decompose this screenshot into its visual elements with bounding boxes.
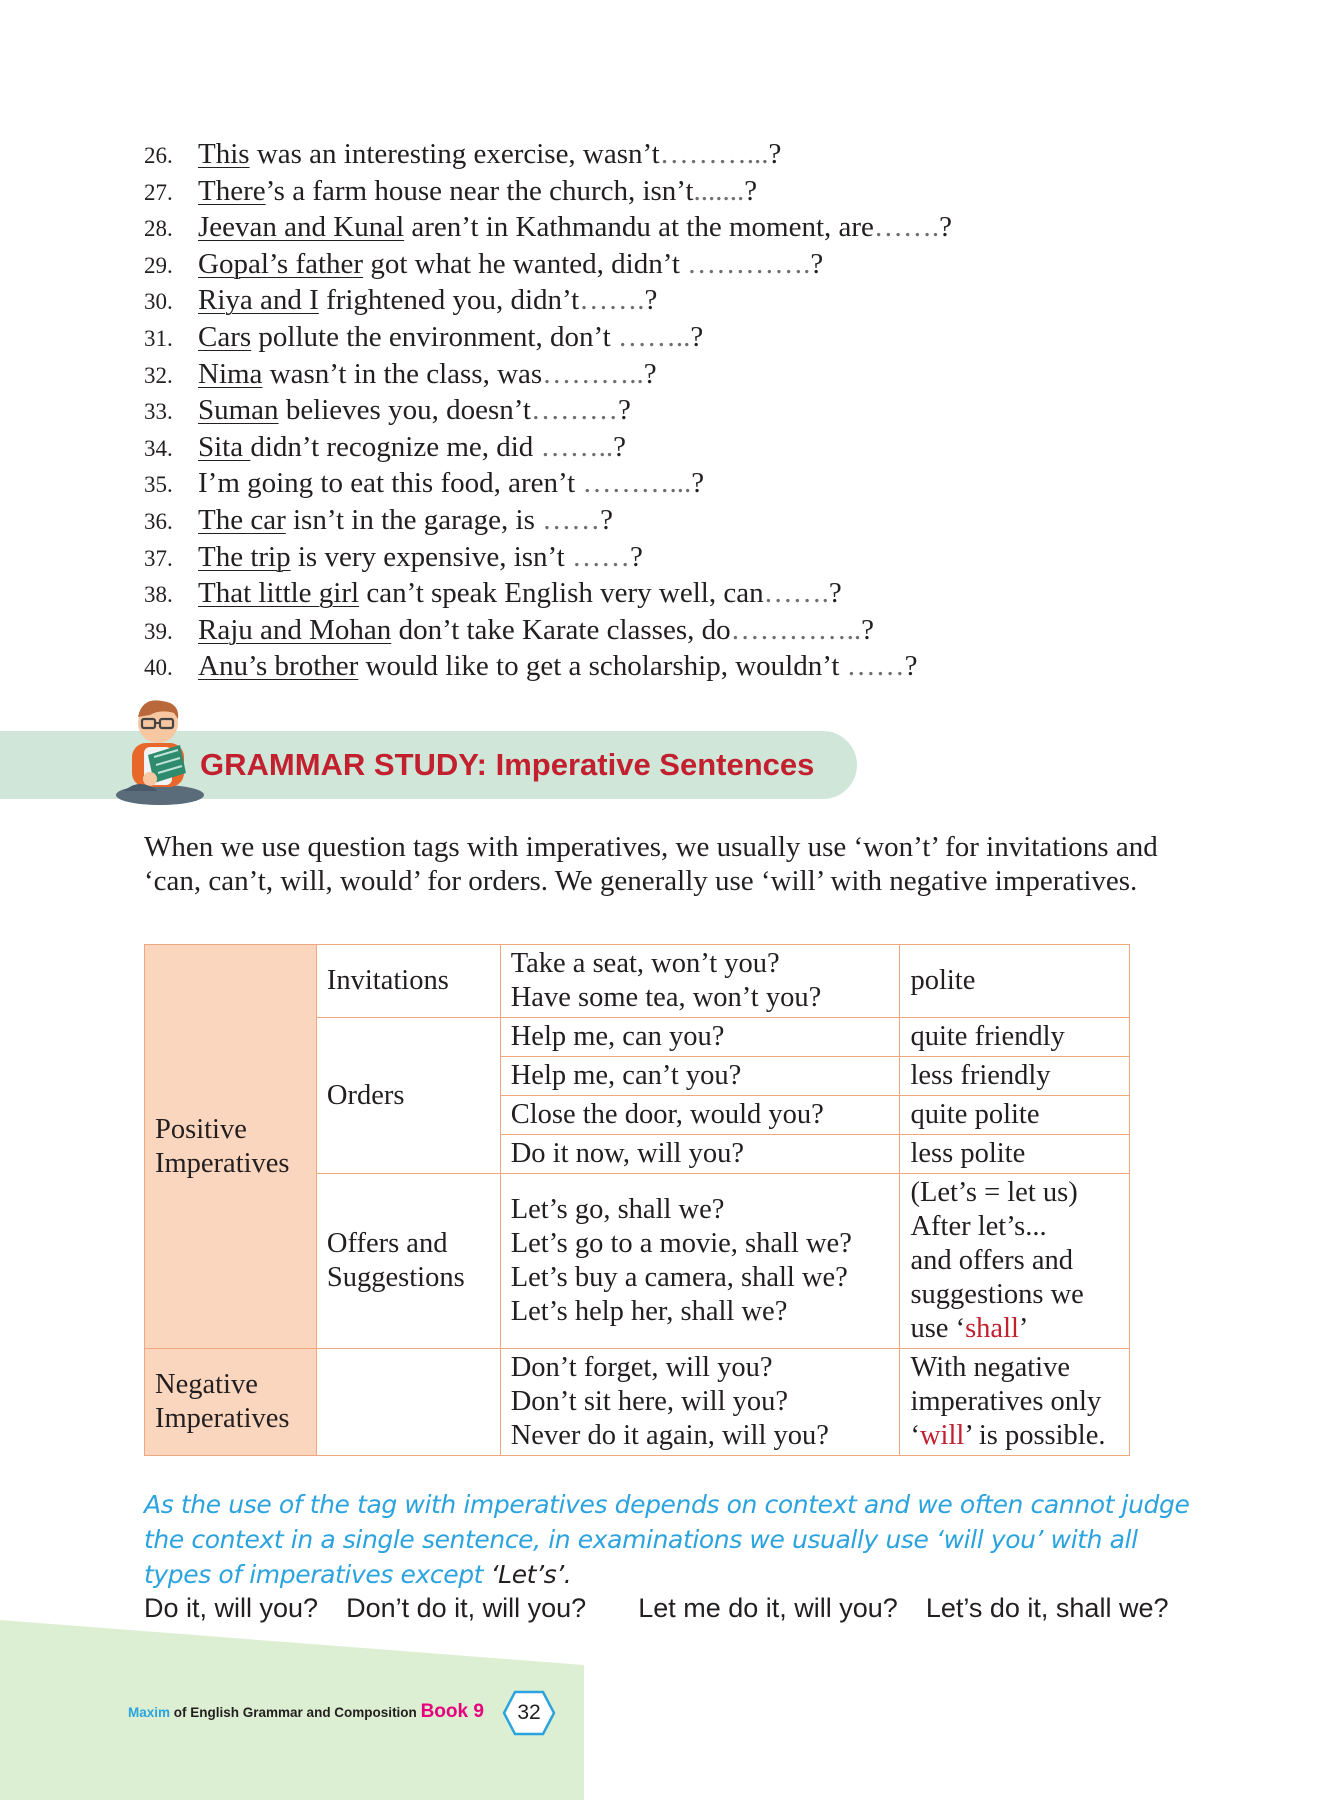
item-number: 38. bbox=[144, 582, 173, 608]
item-text: didn’t recognize me, did bbox=[250, 430, 541, 463]
item-blank: …….. bbox=[617, 320, 691, 353]
exercise-item-26 bbox=[144, 136, 1204, 173]
negative-imperatives-cell bbox=[145, 1349, 317, 1456]
item-end: ? bbox=[828, 577, 842, 610]
note-text: ’ bbox=[1018, 1313, 1029, 1344]
exercise-item-31 bbox=[144, 319, 1204, 356]
item-number: 36. bbox=[144, 508, 173, 534]
item-blank: …… bbox=[571, 540, 630, 573]
exercise-item-32 bbox=[144, 356, 1204, 393]
example-phrase: Do it, will you? bbox=[144, 1593, 319, 1623]
offers-note-cell bbox=[900, 1174, 1130, 1349]
item-number: 29. bbox=[144, 252, 173, 278]
note-line: (Let’s = let us) bbox=[910, 1177, 1078, 1208]
item-number: 32. bbox=[144, 362, 173, 388]
exercise-item-30 bbox=[144, 282, 1204, 319]
negative-type-cell bbox=[316, 1349, 500, 1456]
item-blank: ………….. bbox=[730, 613, 862, 646]
item-number: 33. bbox=[144, 399, 173, 425]
item-number: 30. bbox=[144, 289, 173, 315]
orders-example-cell: Help me, can you? bbox=[500, 1018, 900, 1057]
item-subject: There bbox=[198, 174, 266, 207]
note-line: suggestions we bbox=[910, 1279, 1084, 1310]
footer-title: of English Grammar and Composition bbox=[170, 1705, 421, 1720]
item-blank: ……… bbox=[530, 394, 618, 427]
example-phrase: Let me do it, will you? bbox=[638, 1593, 898, 1623]
exercise-item-35 bbox=[144, 465, 1204, 502]
positive-label-line: Imperatives bbox=[155, 1147, 290, 1179]
item-end: ? bbox=[810, 247, 824, 280]
exercise-item-28 bbox=[144, 209, 1204, 246]
item-blank: …………. bbox=[687, 247, 811, 280]
exam-note-lets: ‘Let’s’. bbox=[490, 1560, 572, 1589]
imperative-tags-table bbox=[144, 944, 1130, 1456]
type-line: Offers and bbox=[326, 1228, 448, 1259]
item-number: 26. bbox=[144, 143, 173, 168]
type-line: Suggestions bbox=[326, 1262, 465, 1293]
orders-note-cell: quite polite bbox=[900, 1096, 1130, 1135]
negative-note-cell bbox=[900, 1349, 1130, 1456]
note-line: and offers and bbox=[910, 1245, 1073, 1276]
exercise-item-38 bbox=[144, 575, 1204, 612]
item-number: 31. bbox=[144, 325, 173, 351]
item-subject: Raju and Mohan bbox=[198, 613, 392, 646]
item-number: 40. bbox=[144, 655, 173, 681]
grammar-intro-paragraph: When we use question tags with imperatives, we usually use ‘won’t’ for invitations and ‘can, can’t, will, would’ for orders. We generally use ‘will’ with negative imperatives. bbox=[144, 831, 1158, 897]
note-line: With negative bbox=[910, 1352, 1070, 1383]
negative-label-line: Imperatives bbox=[155, 1403, 290, 1434]
item-end: ? bbox=[744, 174, 758, 207]
exercise-item-39 bbox=[144, 612, 1204, 649]
footer-brand: Maxim bbox=[128, 1705, 171, 1720]
note-line bbox=[910, 1419, 1119, 1453]
note-line: After let’s... bbox=[910, 1211, 1047, 1242]
item-subject: This bbox=[198, 138, 250, 170]
item-subject: Anu’s brother bbox=[198, 650, 359, 683]
item-text: isn’t in the garage, is bbox=[285, 503, 543, 536]
footer-book-title bbox=[128, 1700, 484, 1725]
item-blank: …….. bbox=[540, 430, 614, 463]
item-blank: ……. bbox=[873, 211, 940, 244]
exercise-item-29 bbox=[144, 246, 1204, 283]
item-subject: Cars bbox=[198, 320, 252, 353]
item-text: going to eat this food, aren’t bbox=[239, 467, 583, 500]
item-blank: …… bbox=[846, 650, 905, 683]
item-text: pollute the environment, don’t bbox=[251, 320, 618, 353]
example-line: Let’s buy a camera, shall we? bbox=[510, 1262, 848, 1293]
item-text: is very expensive, isn’t bbox=[290, 540, 572, 573]
item-number: 37. bbox=[144, 545, 173, 571]
offers-examples-cell bbox=[500, 1174, 900, 1349]
item-blank: ………... bbox=[582, 467, 692, 500]
item-end: ? bbox=[861, 613, 874, 646]
item-text: ’s a farm house near the church, isn’t bbox=[265, 174, 694, 207]
exercise-item-27 bbox=[144, 173, 1204, 210]
item-blank: ....... bbox=[693, 174, 745, 207]
note-text: ‘ bbox=[910, 1420, 920, 1451]
negative-examples-cell bbox=[500, 1349, 900, 1456]
item-text: got what he wanted, didn’t bbox=[363, 247, 688, 280]
reading-boy-mascot-icon bbox=[110, 695, 210, 807]
item-end: ? bbox=[768, 138, 782, 170]
item-end: ? bbox=[643, 357, 657, 390]
item-text: can’t speak English very well, can bbox=[359, 577, 764, 610]
exercise-item-36 bbox=[144, 502, 1204, 539]
example-line: Let’s go to a movie, shall we? bbox=[510, 1228, 852, 1259]
highlight-will: will bbox=[919, 1420, 965, 1451]
note-text: ’ is possible. bbox=[964, 1420, 1106, 1451]
item-end: ? bbox=[629, 540, 643, 573]
item-blank: ……. bbox=[763, 577, 829, 610]
example-line: Let’s help her, shall we? bbox=[510, 1296, 788, 1327]
orders-example-cell: Close the door, would you? bbox=[500, 1096, 900, 1135]
item-end: ? bbox=[939, 211, 953, 244]
example-line: Don’t forget, will you? bbox=[510, 1352, 773, 1383]
item-number: 28. bbox=[144, 216, 173, 242]
orders-note-cell: quite friendly bbox=[900, 1018, 1130, 1057]
item-number: 35. bbox=[144, 472, 173, 498]
exercise-item-33 bbox=[144, 392, 1204, 429]
item-end: ? bbox=[600, 503, 614, 536]
item-number: 27. bbox=[144, 179, 173, 205]
item-end: ? bbox=[644, 284, 658, 317]
item-number: 34. bbox=[144, 435, 173, 461]
item-blank: …… bbox=[542, 503, 601, 536]
grammar-study-title: GRAMMAR STUDY: Imperative Sentences bbox=[200, 747, 815, 782]
item-subject: The car bbox=[198, 503, 286, 536]
item-subject: The trip bbox=[198, 540, 291, 573]
item-end: ? bbox=[691, 467, 705, 500]
item-text: was an interesting exercise, wasn’t bbox=[249, 138, 660, 170]
item-subject: That little girl bbox=[198, 577, 360, 610]
example-phrase: Let’s do it, shall we? bbox=[925, 1593, 1169, 1623]
table-row bbox=[145, 945, 1130, 1018]
item-text: believes you, doesn’t bbox=[278, 394, 531, 427]
invitations-examples-cell bbox=[500, 945, 900, 1018]
item-text: would like to get a scholarship, wouldn’t bbox=[358, 650, 847, 683]
example-line: Don’t sit here, will you? bbox=[510, 1386, 789, 1417]
highlight-shall: shall bbox=[965, 1313, 1019, 1344]
item-end: ? bbox=[904, 650, 918, 683]
item-text: frightened you, didn’t bbox=[318, 284, 580, 317]
item-subject: Suman bbox=[198, 394, 279, 427]
item-end: ? bbox=[617, 394, 631, 427]
item-end: ? bbox=[690, 320, 704, 353]
item-text: don’t take Karate classes, do bbox=[391, 613, 731, 646]
note-line bbox=[910, 1312, 1119, 1346]
item-subject: Nima bbox=[198, 357, 263, 390]
footer-book-number: Book 9 bbox=[420, 1701, 484, 1722]
table-row bbox=[145, 1349, 1130, 1456]
orders-type-cell: Orders bbox=[316, 1018, 500, 1174]
exam-note bbox=[144, 1487, 1204, 1592]
example-line: Have some tea, won’t you? bbox=[510, 982, 822, 1013]
example-line: Never do it again, will you? bbox=[510, 1420, 829, 1451]
item-subject: Jeevan and Kunal bbox=[198, 211, 405, 244]
item-text: wasn’t in the class, was bbox=[262, 357, 543, 390]
orders-example-cell: Help me, can’t you? bbox=[500, 1057, 900, 1096]
example-phrase: Don’t do it, will you? bbox=[346, 1593, 587, 1623]
note-line: imperatives only bbox=[910, 1386, 1102, 1417]
item-blank: ……. bbox=[579, 284, 645, 317]
negative-label-line: Negative bbox=[155, 1369, 258, 1400]
item-subject: Gopal’s father bbox=[198, 247, 364, 280]
example-line: Take a seat, won’t you? bbox=[510, 948, 780, 979]
positive-imperatives-cell bbox=[145, 945, 317, 1349]
item-end: ? bbox=[613, 430, 626, 463]
exercise-item-34 bbox=[144, 429, 1204, 466]
offers-type-cell bbox=[316, 1174, 500, 1349]
item-subject: I’m bbox=[198, 467, 240, 500]
question-tag-exercise-list bbox=[144, 136, 1204, 685]
page-number: 32 bbox=[517, 1701, 541, 1724]
note-text: use ‘ bbox=[910, 1313, 966, 1344]
orders-example-cell: Do it now, will you? bbox=[500, 1135, 900, 1174]
invitations-note-cell: polite bbox=[900, 945, 1130, 1018]
item-text: aren’t in Kathmandu at the moment, are bbox=[404, 211, 874, 244]
orders-note-cell: less friendly bbox=[900, 1057, 1130, 1096]
tag-examples-line bbox=[144, 1590, 1204, 1626]
positive-label-line: Positive bbox=[155, 1113, 247, 1145]
item-subject: Sita bbox=[198, 430, 251, 463]
orders-note-cell: less polite bbox=[900, 1135, 1130, 1174]
exercise-item-40 bbox=[144, 648, 1204, 685]
invitations-type-cell: Invitations bbox=[316, 945, 500, 1018]
item-subject: Riya and I bbox=[198, 284, 319, 317]
exam-note-text: As the use of the tag with imperatives depends on context and we often cannot judge the context in a single sentence, in examinations we usually use ‘will you’ with all types of imperatives except bbox=[144, 1490, 1190, 1589]
example-line: Let’s go, shall we? bbox=[510, 1194, 725, 1225]
exercise-item-37 bbox=[144, 539, 1204, 576]
item-blank: ……….. bbox=[542, 357, 644, 390]
item-blank: ………... bbox=[659, 138, 769, 170]
item-number: 39. bbox=[144, 618, 173, 644]
